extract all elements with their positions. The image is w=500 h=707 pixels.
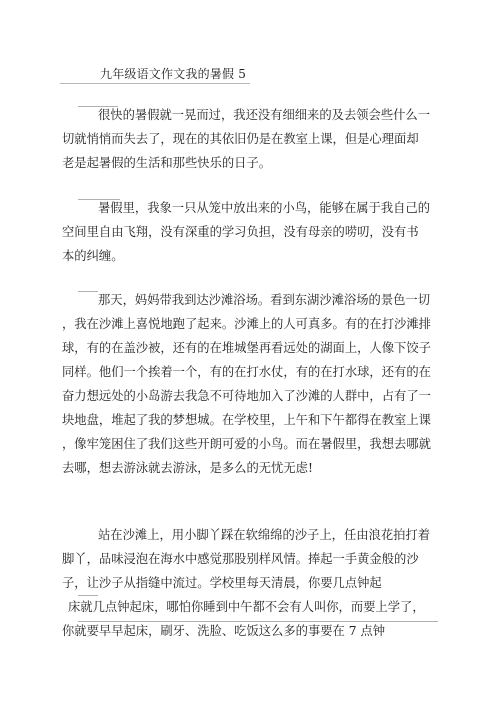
- paragraph-line: 老是起暑假的生活和那些快乐的日子。: [62, 156, 272, 170]
- paragraph-3: [62, 288, 431, 480]
- paragraph-1: [62, 103, 431, 175]
- paragraph-line: ，我在沙滩上喜悦地跑了起来。沙滩上的人可真多。有的在打沙滩排: [62, 317, 431, 331]
- paragraph-4: [62, 523, 431, 643]
- paragraph-line: 块地盘，堆起了我的梦想城。在学校里，上午和下午都得在教室上课: [62, 413, 431, 427]
- document-title: 九年级语文作文我的暑假 5: [100, 67, 247, 81]
- paragraph-line: 空间里自由飞翔，没有深重的学习负担，没有母亲的唠叨，没有书: [62, 225, 419, 239]
- title-underline: [60, 83, 250, 84]
- paragraph-2: [62, 196, 431, 268]
- paragraph-line: 暑假里，我象一只从笼中放出来的小鸟，能够在属于我自己的: [98, 201, 431, 215]
- paragraph-line: 同样。他们一个挨着一个，有的在打水仗，有的在打水球，还有的在: [62, 365, 431, 379]
- paragraph-line: 子，让沙子从指缝中流过。学校里每天清晨，你要几点钟起: [62, 576, 382, 590]
- paragraph-line: 站在沙滩上，用小脚丫踩在软绵绵的沙子上，任由浪花拍打着: [98, 528, 431, 542]
- paragraph-line: 去哪，想去游泳就去游泳，是多么的无忧无虑!: [62, 461, 313, 475]
- paragraph-line: 球，有的在盖沙被，还有的在堆城堡再看远处的湖面上，人像下饺子: [62, 341, 431, 355]
- paragraph-line: 你就要早早起床，刷牙、洗脸、吃饭这么多的事要在 7 点钟: [62, 624, 386, 638]
- paragraph-line: 那天，妈妈带我到达沙滩浴场。看到东湖沙滩浴场的景色一切: [98, 293, 431, 307]
- paragraph-line: ，像牢笼困住了我们这些开朗可爱的小鸟。而在暑假里，我想去哪就: [62, 437, 431, 451]
- paragraph-line: 床就几点钟起床，哪怕你睡到中午都不会有人叫你，而要上学了，: [68, 600, 425, 614]
- paragraph-line: 很快的暑假就一晃而过，我还没有细细来的及去领会些什么一: [98, 108, 431, 122]
- paragraph-indent-rule: [78, 595, 98, 596]
- paragraph-line: 本的纠缠。: [62, 249, 124, 263]
- paragraph-line: 脚丫，品味浸泡在海水中感觉那股别样风情。捧起一手黄金般的沙: [62, 552, 419, 566]
- paragraph-line: 奋力想远处的小岛游去我急不可待地加入了沙滩的人群中，占有了一: [62, 389, 431, 403]
- paragraph-line: 切就悄悄而失去了，现在的其依旧仍是在教室上课，但是心理面却: [62, 132, 419, 146]
- paragraph-underline: [78, 621, 438, 622]
